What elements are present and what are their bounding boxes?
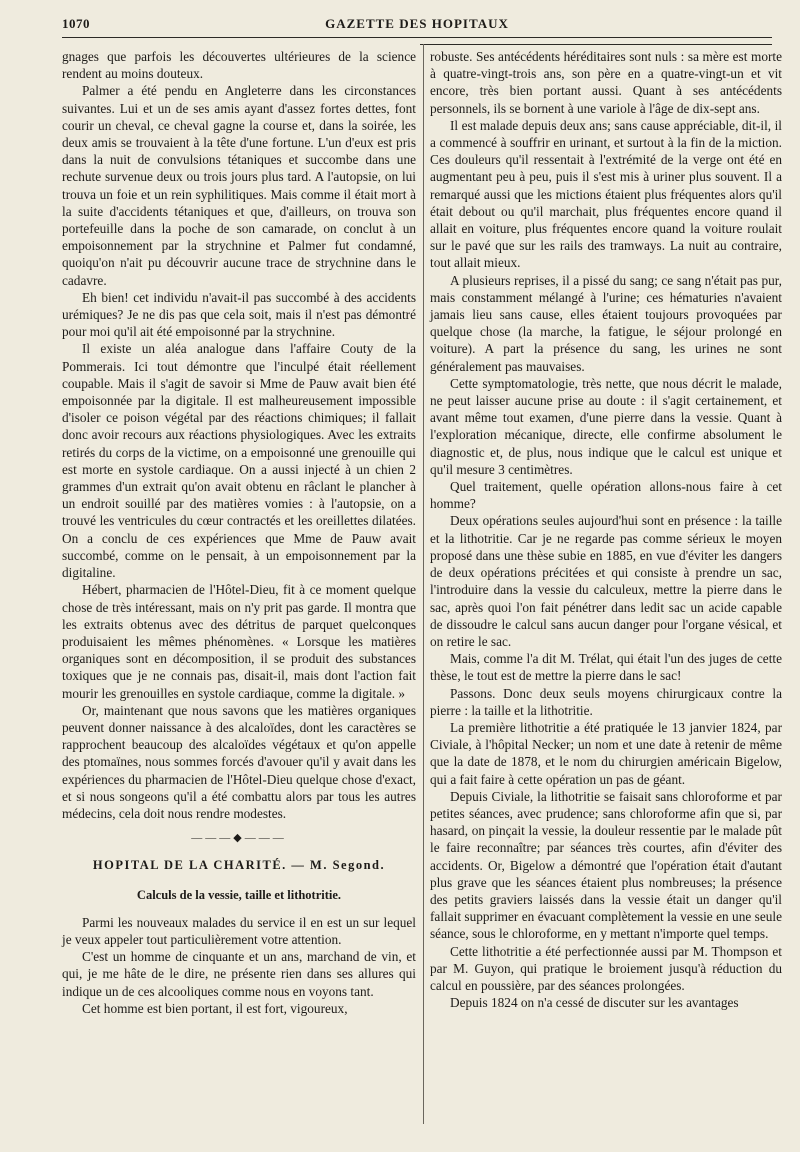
paragraph: Passons. Donc deux seuls moyens chirurgicaux contre la pierre : la taille et la lithotritie. [430,685,782,718]
header-rule-right [420,44,772,45]
header-rule [62,37,772,38]
paragraph: Parmi les nouveaux malades du service il en est un sur lequel je veux appeler tout particulièrement votre attention. [62,914,416,947]
paragraph: C'est un homme de cinquante et un ans, marchand de vin, et qui, je me hâte de le dire, ne présente rien dans ses allures qui indique un de ces alcooliques comme nous en voyons tant. [62,949,416,999]
section-separator: ———◆——— [191,832,287,845]
paragraph: Quel traitement, quelle opération allons-nous faire à cet homme? [430,479,782,512]
page-title: GAZETTE DES HOPITAUX [325,16,509,31]
paragraph: Il existe un aléa analogue dans l'affaire Couty de la Pommerais. Ici tout démontre que l'inculpé était réellement coupable. Mais il s'agit de savoir si Mme de Pauw avait bien été empoisonnée par la digitale. Il est malheureusement impossible d'isoler ce poison végétal par des réactions chimiques; il fallait donc avoir recours aux réactions physiologiques. Avec les extraits retirés du corps de la victime, on a empoisonné une grenouille qui est morte en systole cardiaque. On a aussi injecté à un chien 2 grammes d'un extrait qu'on avait obtenu en râclant le plancher à un endroit souillé par des matières vomies : à l'autopsie, on a trouvé les ventricules du cœur contractés et les oreillettes dilatées. On a conclu de ces expériences que Mme de Pauw avait succombé, comme on le pensait, à un empoisonnement par la digitaline. [62,341,416,581]
paragraph: Cette symptomatologie, très nette, que nous décrit le malade, ne peut laisser aucune prise au doute : il s'agit certainement, et avant même tout examen, d'une pierre dans la vessie. Quant à l'exploration mécanique, directe, elle confirme absolument le diagnostic et, de plus, nous indique que le calcul est unique et qu'il mesure 3 centimètres. [430,375,782,477]
right-column [430,48,782,1011]
paragraph: Cet homme est bien portant, il est fort, vigoureux, [82,1000,348,1016]
paragraph: Or, maintenant que nous savons que les matières organiques peuvent donner naissance à des alcaloïdes, dont les caractères se rapprochent beaucoup des alcaloïdes végétaux et qu'on appelle des ptomaïnes, nous sommes forcés d'avouer qu'il y avait dans les expériences du pharmacien de l'Hôtel-Dieu quelque chose d'exact, et si nous songeons qu'il a été combattu alors par tous les autres médecins, cela doit nous rendre modestes. [62,702,416,821]
left-column [62,48,416,1017]
paragraph: robuste. Ses antécédents héréditaires sont nuls : sa mère est morte à quatre-vingt-trois ans, son père en a quatre-vingt-un et vit encore, très bien portant aussi. Quant à ses antécédents personnels, ils se bornent à une variole à l'âge de dix-sept ans. [430,49,782,116]
paragraph: Depuis 1824 on n'a cessé de discuter sur les avantages [450,995,739,1011]
section-title: Calculs de la vessie, taille et lithotritie. [136,887,342,902]
paragraph: Il est malade depuis deux ans; sans cause appréciable, dit-il, il a commencé à souffrir en urinant, et surtout à la fin de la miction. Ces douleurs qu'il ressentait à l'extrémité de la verge ont été en augmentant peu à peu, puis il s'est mis à uriner plus souvent. Il a remarqué aussi que les mictions étaient plus fréquentes alors qu'il était debout ou qu'il marchait, plus fréquentes encore quand il allait en voiture, plus fréquentes encore quand la voiture roulait sur le pavé que sur les rails des tramways. La nuit au contraire, tout allait mieux. [430,117,782,271]
paragraph: Deux opérations seules aujourd'hui sont en présence : la taille et la lithotritie. Car je ne regarde pas comme sérieux le moyen proposé dans une thèse subie en 1885, en vue d'éviter les dangers de deux opérations précitées et qui consiste à prendre un sac, l'introduire dans la vessie du calculeux, mettre la pierre dans le sac, après quoi l'on fait pénétrer dans ledit sac un acide capable de dissoudre le calcul sans aucun danger pour l'organe vésical, et on retire le sac. [430,513,782,649]
running-head [62,14,772,36]
paragraph: A plusieurs reprises, il a pissé du sang; ce sang n'était pas pur, mais constamment mélangé à l'urine; ces hématuries n'avaient jamais lieu sans cause, elles étaient toujours provoquées par quelque chose (la marche, la fatigue, le séjour prolongé en voiture). A part la présence du sang, les urines ne sont généralement pas mauvaises. [430,272,782,374]
page-number: 1070 [62,16,90,31]
paragraph: Palmer a été pendu en Angleterre dans les circonstances suivantes. Lui et un de ses amis ayant d'assez fortes dettes, font courir un cheval, ce cheval gagne la course et, dans la soirée, les deux amis se trouvaient à la tête d'une fortune. L'un d'eux est pris dans la nuit de convulsions tétaniques et succombe dans une rechute survenue deux ou trois jours plus tard. A l'autopsie, on lui trouva un foie et un rein syphilitiques. Mais comme il était mort à la suite d'accidents tétaniques et que, d'ailleurs, on trouva son portefeuille dans la poche de son camarade, on conclut à un empoisonnement par la strychnine et Palmer fut condamné, quoiqu'on n'ait pu découvrir aucune trace de strychnine dans le cadavre. [62,83,416,288]
paragraph: Eh bien! cet individu n'avait-il pas succombé à des accidents urémiques? Je ne dis pas que cela soit, mais il n'est pas démontré pour moi qu'il ait été empoisonné par la strychnine. [62,289,416,340]
paragraph: gnages que parfois les découvertes ultérieures de la science rendent au moins douteux. [62,49,416,82]
paragraph: Mais, comme l'a dit M. Trélat, qui était l'un des juges de cette thèse, le tout est de mettre la pierre dans le sac! [430,651,782,684]
paragraph: Depuis Civiale, la lithotritie se faisait sans chloroforme et par petites séances, avec prudence; sans chloroforme afin que si, par hasard, on pinçait la vessie, la douleur ressentie par le malade pût le faire reconnaître; par séances très courtes, afin d'éviter des accidents. Or, Bigelow a démontré que l'opération était d'autant plus grave que les séances étaient plus nombreuses; la présence des petits graviers laissés dans la vessie était un danger qu'il fallait supprimer en évacuant complètement la vessie en une seule séance, sous le chloroforme, en y mettant n'importe quel temps. [430,788,782,942]
paragraph: Hébert, pharmacien de l'Hôtel-Dieu, fit à ce moment quelque chose de très intéressant, mais on n'y prit pas garde. Il montra que les extraits obtenus avec des détritus de parquet quelconques produisaient les mêmes phénomènes. « Lorsque les matières organiques sont en décomposition, il se produit des substances toxiques que je ne connais pas, disait-il, mais dont l'action fait mourir les grenouilles en systole cardiaque, comme la digitale. » [62,582,416,701]
paragraph: Cette lithotritie a été perfectionnée aussi par M. Thompson et par M. Guyon, qui pratique le broiement jusqu'à réduction du calcul en poussière, par des séances prolongées. [430,943,782,993]
column-divider [423,44,424,1124]
paragraph: La première lithotritie a été pratiquée le 13 janvier 1824, par Civiale, à l'hôpital Necker; un nom et une date à retenir de même que la date de 1878, et le nom du chirurgien américain Bigelow, qui a fait faire à cette opération un pas de géant. [430,719,782,787]
hospital-heading: HOPITAL DE LA CHARITÉ. — M. Segond. [92,858,386,873]
